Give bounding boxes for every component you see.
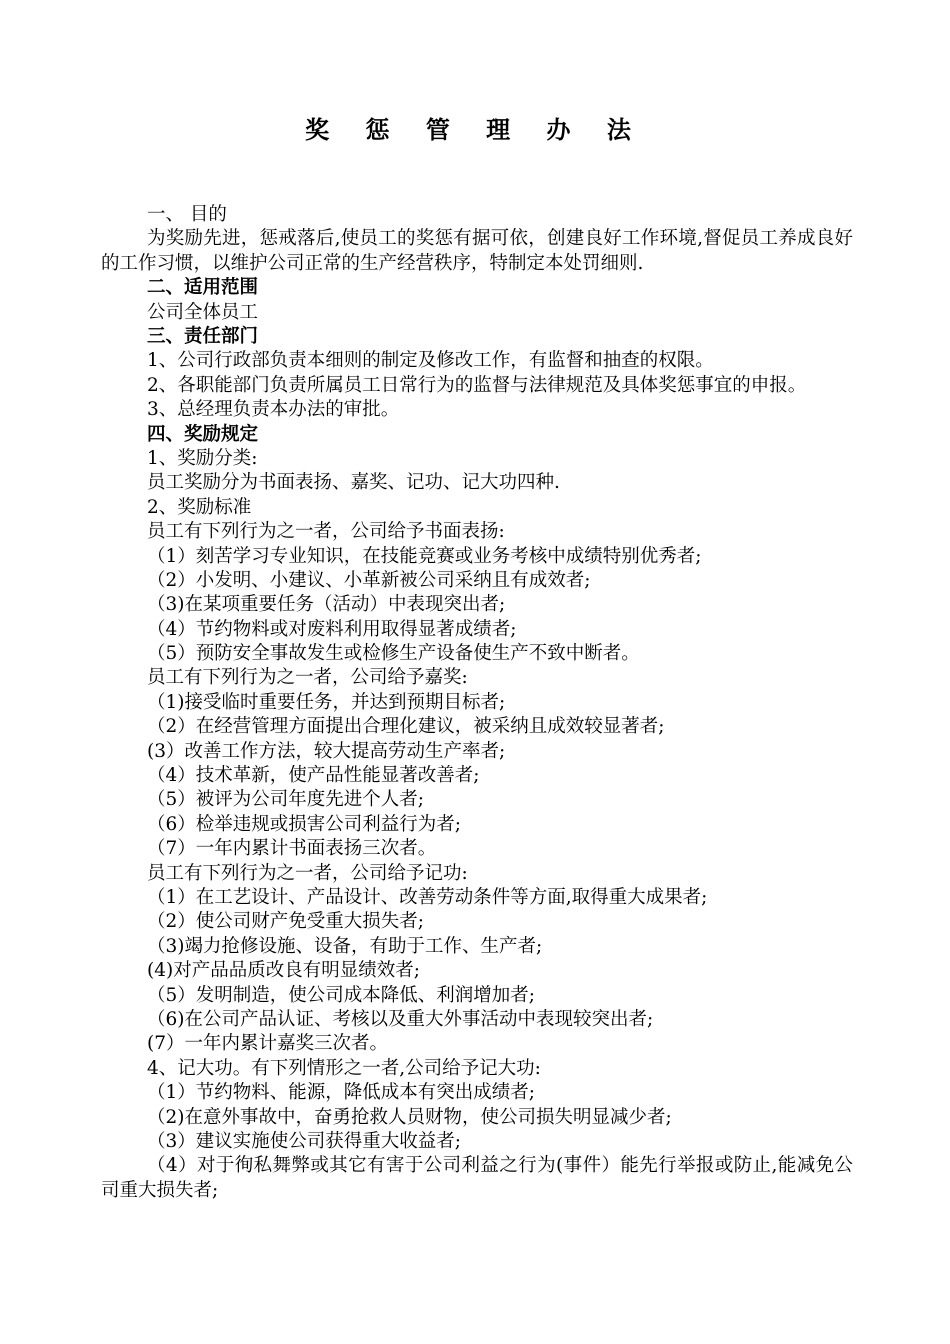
praise-item: （5）预防安全事故发生或检修生产设备使生产不致中断者。 xyxy=(147,643,640,665)
commend-intro: 员工有下列行为之一者，公司给予嘉奖: xyxy=(147,667,468,689)
commend-item: （2）在经营管理方面提出合理化建议，被采纳且成效较显著者; xyxy=(147,716,665,738)
section-2-heading: 二、适用范围 xyxy=(147,277,259,299)
section-1-paragraph: 为奖励先进，惩戒落后,使员工的奖惩有据可依，创建良好工作环境,督促员工养成良好的工作习惯，以维护公司正常的生产经营秩序，特制定本处罚细则. xyxy=(101,228,853,274)
section-4-heading: 四、奖励规定 xyxy=(147,423,259,445)
document-body xyxy=(101,203,853,1203)
reward-category-heading: 1、奖励分类: xyxy=(147,447,258,469)
merit-item: （1）在工艺设计、产品设计、改善劳动条件等方面,取得重大成果者; xyxy=(147,886,708,908)
commend-item: （4）技术革新，使产品性能显著改善者; xyxy=(147,765,480,787)
section-2-text: 公司全体员工 xyxy=(147,301,259,323)
major-merit-item: （4）对于徇私舞弊或其它有害于公司利益之行为(事件）能先行举报或防止,能减免公司重大损失者; xyxy=(101,1155,853,1201)
praise-item: （4）节约物料或对废料利用取得显著成绩者; xyxy=(147,618,517,640)
praise-intro: 员工有下列行为之一者，公司给予书面表扬: xyxy=(147,521,505,543)
commend-item: （6）检举违规或损害公司利益行为者; xyxy=(147,813,462,835)
major-merit-item: （2)在意外事故中，奋勇抢救人员财物，使公司损失明显减少者; xyxy=(147,1106,672,1128)
merit-item: (7）一年内累计嘉奖三次者。 xyxy=(147,1033,388,1055)
praise-item: （3)在某项重要任务（活动）中表现突出者; xyxy=(147,594,506,616)
merit-item: （3)竭力抢修设施、设备，有助于工作、生产者; xyxy=(147,935,543,957)
section-3-heading: 三、责任部门 xyxy=(147,325,259,347)
major-merit-item: （1）节约物料、能源，降低成本有突出成绩者; xyxy=(147,1082,536,1104)
merit-item: （6)在公司产品认证、考核以及重大外事活动中表现较突出者; xyxy=(147,1008,654,1030)
merit-item: （5）发明制造，使公司成本降低、利润增加者; xyxy=(147,984,536,1006)
praise-item: （1）刻苦学习专业知识，在技能竞赛或业务考核中成绩特别优秀者; xyxy=(147,545,702,567)
reward-standard-heading: 2、奖励标准 xyxy=(147,496,252,518)
commend-item: (3）改善工作方法，较大提高劳动生产率者; xyxy=(147,740,506,762)
commend-item: （7）一年内累计书面表扬三次者。 xyxy=(147,838,437,860)
commend-item: （1)接受临时重要任务，并达到预期目标者; xyxy=(147,691,506,713)
major-merit-intro: 4、记大功。有下列情形之一者,公司给予记大功: xyxy=(147,1057,541,1079)
section-3-item-2: 2、各职能部门负责所属员工日常行为的监督与法律规范及具体奖惩事宜的申报。 xyxy=(147,374,807,396)
commend-item: （5）被评为公司年度先进个人者; xyxy=(147,789,425,811)
section-3-item-1: 1、公司行政部负责本细则的制定及修改工作，有监督和抽查的权限。 xyxy=(147,350,714,372)
reward-category-text: 员工奖励分为书面表扬、嘉奖、记功、记大功四种. xyxy=(147,472,560,494)
section-3-item-3: 3、总经理负责本办法的审批。 xyxy=(147,399,400,421)
praise-item: （2）小发明、小建议、小革新被公司采纳且有成效者; xyxy=(147,569,591,591)
document-title: 奖 惩 管 理 办 法 xyxy=(305,115,645,144)
merit-item: （2）使公司财产免受重大损失者; xyxy=(147,911,425,933)
merit-item: (4)对产品品质改良有明显绩效者; xyxy=(147,960,420,982)
major-merit-item: （3）建议实施使公司获得重大收益者; xyxy=(147,1130,462,1152)
merit-intro: 员工有下列行为之一者，公司给予记功: xyxy=(147,862,468,884)
section-1-heading: 一、 目的 xyxy=(147,204,227,225)
